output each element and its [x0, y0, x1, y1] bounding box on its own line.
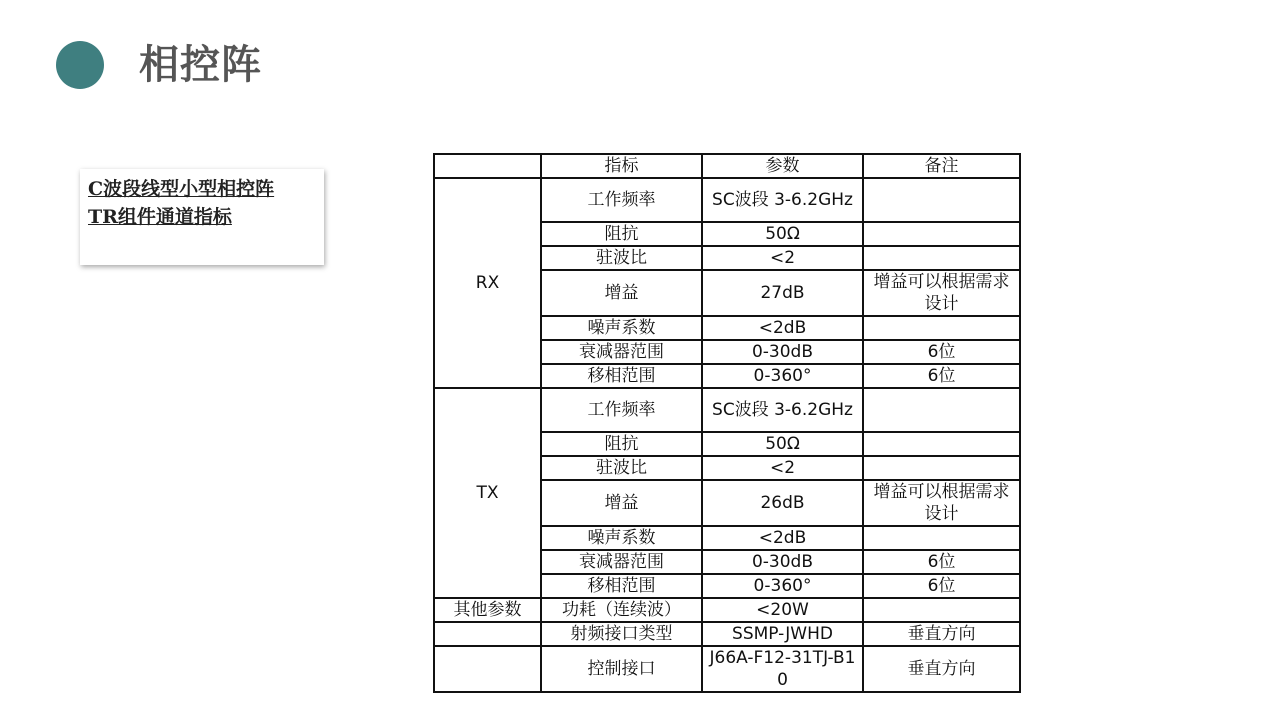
metric-cell: 工作频率	[541, 178, 702, 222]
remark-cell	[863, 316, 1020, 340]
value-cell: <2dB	[702, 526, 863, 550]
remark-cell	[863, 456, 1020, 480]
remark-cell: 6位	[863, 364, 1020, 388]
header-cell-value: 参数	[702, 154, 863, 178]
metric-cell: 噪声系数	[541, 526, 702, 550]
value-cell: 50Ω	[702, 432, 863, 456]
metric-cell: 移相范围	[541, 364, 702, 388]
metric-cell: 功耗（连续波）	[541, 598, 702, 622]
value-cell: 50Ω	[702, 222, 863, 246]
value-cell: J66A-F12-31TJ-B10	[702, 646, 863, 692]
value-cell: SC波段 3-6.2GHz	[702, 388, 863, 432]
header-cell-remark: 备注	[863, 154, 1020, 178]
metric-cell: 控制接口	[541, 646, 702, 692]
remark-cell	[863, 598, 1020, 622]
value-cell: <20W	[702, 598, 863, 622]
value-cell: 27dB	[702, 270, 863, 316]
value-cell: <2	[702, 456, 863, 480]
group-label-tx: TX	[434, 388, 541, 598]
remark-cell	[863, 388, 1020, 432]
page-title: 相控阵	[139, 42, 262, 88]
remark-cell: 垂直方向	[863, 622, 1020, 646]
remark-cell: 6位	[863, 550, 1020, 574]
table-row	[434, 646, 1020, 692]
value-cell: <2	[702, 246, 863, 270]
table-row	[434, 388, 1020, 432]
group-label-empty	[434, 622, 541, 646]
remark-cell: 垂直方向	[863, 646, 1020, 692]
value-cell: 0-30dB	[702, 550, 863, 574]
metric-cell: 移相范围	[541, 574, 702, 598]
metric-cell: 衰减器范围	[541, 550, 702, 574]
group-label-empty	[434, 646, 541, 692]
remark-cell	[863, 526, 1020, 550]
table-row	[434, 178, 1020, 222]
value-cell: 0-360°	[702, 364, 863, 388]
metric-cell: 衰减器范围	[541, 340, 702, 364]
metric-cell: 噪声系数	[541, 316, 702, 340]
value-cell: <2dB	[702, 316, 863, 340]
table-header-row	[434, 154, 1020, 178]
spec-table	[433, 153, 1021, 693]
group-label-other: 其他参数	[434, 598, 541, 622]
metric-cell: 工作频率	[541, 388, 702, 432]
remark-cell: 6位	[863, 340, 1020, 364]
metric-cell: 阻抗	[541, 222, 702, 246]
remark-cell: 增益可以根据需求设计	[863, 270, 1020, 316]
value-cell: SC波段 3-6.2GHz	[702, 178, 863, 222]
metric-cell: 增益	[541, 270, 702, 316]
note-box	[80, 169, 324, 265]
metric-cell: 增益	[541, 480, 702, 526]
note-line-2: TR组件通道指标	[88, 206, 232, 228]
metric-cell: 驻波比	[541, 246, 702, 270]
metric-cell: 射频接口类型	[541, 622, 702, 646]
value-cell: SSMP-JWHD	[702, 622, 863, 646]
remark-cell	[863, 246, 1020, 270]
remark-cell	[863, 178, 1020, 222]
table-row	[434, 598, 1020, 622]
metric-cell: 驻波比	[541, 456, 702, 480]
remark-cell: 增益可以根据需求设计	[863, 480, 1020, 526]
value-cell: 26dB	[702, 480, 863, 526]
metric-cell: 阻抗	[541, 432, 702, 456]
remark-cell: 6位	[863, 574, 1020, 598]
value-cell: 0-30dB	[702, 340, 863, 364]
table-row	[434, 622, 1020, 646]
header-cell-group	[434, 154, 541, 178]
remark-cell	[863, 432, 1020, 456]
group-label-rx: RX	[434, 178, 541, 388]
title-bullet-circle	[56, 41, 104, 89]
header-cell-metric: 指标	[541, 154, 702, 178]
remark-cell	[863, 222, 1020, 246]
value-cell: 0-360°	[702, 574, 863, 598]
note-line-1: C波段线型小型相控阵	[88, 178, 275, 200]
